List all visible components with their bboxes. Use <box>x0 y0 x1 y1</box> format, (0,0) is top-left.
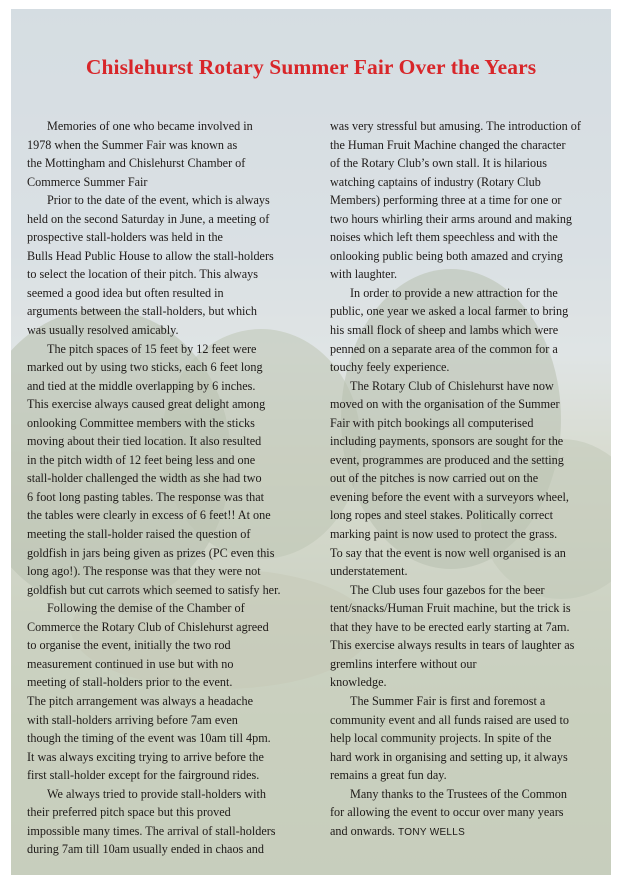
text-line: and onwards. <box>330 823 395 838</box>
text-line: event, programmes are produced and the setting <box>330 452 564 467</box>
text-line: Bulls Head Public House to allow the stall-holders <box>27 248 274 263</box>
text-line: meeting the stall-holder raised the question of <box>27 527 251 542</box>
paragraph <box>27 340 305 600</box>
text-line: arguments between the stall-holders, but which <box>27 304 257 319</box>
paragraph <box>27 599 305 692</box>
text-line: and tied at the middle overlapping by 6 inches. <box>27 378 256 393</box>
text-line: moved on with the organisation of the Summer <box>330 397 560 412</box>
text-line: Members) performing three at a time for one or <box>330 193 562 208</box>
article-page <box>11 9 611 875</box>
text-line: the Human Fruit Machine changed the character <box>330 137 566 152</box>
paragraph <box>27 692 305 785</box>
text-line: touchy feely experience. <box>330 360 450 375</box>
text-line: marking paint is now used to protect the grass. <box>330 527 558 542</box>
text-line: though the timing of the event was 10am till 4pm. <box>27 731 271 746</box>
paragraph <box>27 191 305 339</box>
text-line: with stall-holders arriving before 7am even <box>27 712 238 727</box>
text-line: marked out by using two sticks, each 6 feet long <box>27 360 263 375</box>
text-line: hard work in organising and setting up, it always <box>330 749 568 764</box>
text-line: The pitch spaces of 15 feet by 12 feet were <box>47 341 257 356</box>
text-line: for allowing the event to occur over many years <box>330 805 564 820</box>
text-line: understatement. <box>330 564 408 579</box>
paragraph <box>330 117 605 284</box>
text-line: was usually resolved amicably. <box>27 323 179 338</box>
text-line: This exercise always caused great delight among <box>27 397 266 412</box>
text-line: watching captains of industry (Rotary Club <box>330 174 541 189</box>
text-line: that they have to be erected early starting at 7am. <box>330 619 570 634</box>
text-line: two hours whirling their arms around and making <box>330 211 573 226</box>
text-line: first stall-holder except for the fairground rides. <box>27 768 260 783</box>
text-line: Commerce the Rotary Club of Chislehurst agreed <box>27 619 269 634</box>
text-line: The Club uses four gazebos for the beer <box>350 582 545 597</box>
text-line: Many thanks to the Trustees of the Common <box>350 786 567 801</box>
text-line: knowledge. <box>330 675 387 690</box>
text-line: tent/snacks/Human Fruit machine, but the trick is <box>330 601 571 616</box>
text-line: 6 foot long pasting tables. The response was that <box>27 489 265 504</box>
text-line: onlooking Committee members with the sticks <box>27 415 255 430</box>
text-line: moving about their tied location. It also resulted <box>27 434 262 449</box>
text-line: to organise the event, initially the two rod <box>27 638 231 653</box>
paragraph <box>330 785 605 843</box>
text-line: penned on a separate area of the common for a <box>330 341 558 356</box>
text-line: held on the second Saturday in June, a meeting of <box>27 211 270 226</box>
text-line: the tables were clearly in excess of 6 feet!! At one <box>27 508 271 523</box>
text-line: remains a great fun day. <box>330 768 447 783</box>
text-line: noises which left them speechless and with the <box>330 230 558 245</box>
text-line: We always tried to provide stall-holders with <box>47 786 267 801</box>
text-line: Following the demise of the Chamber of <box>47 601 245 616</box>
paragraph <box>27 785 305 859</box>
text-line: the Mottingham and Chislehurst Chamber of <box>27 156 246 171</box>
text-line: public, one year we asked a local farmer to bring <box>330 304 569 319</box>
text-line: Fair with pitch bookings all computerised <box>330 415 534 430</box>
text-line: The pitch arrangement was always a headache <box>27 693 254 708</box>
text-line: 1978 when the Summer Fair was known as <box>27 137 238 152</box>
article-title: Chislehurst Rotary Summer Fair Over the Years <box>85 55 537 79</box>
text-line: long ropes and steel stakes. Politically correct <box>330 508 554 523</box>
author-signature: TONY WELLS <box>398 826 466 838</box>
text-line: gremlins interfere without our <box>330 656 477 671</box>
text-line: In order to provide a new attraction for the <box>350 285 558 300</box>
text-line: out of the pitches is now carried out on the <box>330 471 539 486</box>
paragraph <box>330 377 605 581</box>
text-line: was very stressful but amusing. The introduction of <box>330 119 581 133</box>
right-column <box>330 117 605 842</box>
text-line: onlooking public being both amazed and crying <box>330 248 563 263</box>
text-line: The Rotary Club of Chislehurst have now <box>350 378 554 393</box>
text-line: to select the location of their pitch. This always <box>27 267 258 282</box>
text-line: in the pitch width of 12 feet being less and one <box>27 452 256 467</box>
text-line: meeting of stall-holders prior to the event. <box>27 675 233 690</box>
paragraph <box>330 692 605 785</box>
paragraph <box>330 581 605 692</box>
text-line: To say that the event is now well organised is an <box>330 545 566 560</box>
text-line: This exercise always results in tears of laughter as <box>330 638 575 653</box>
text-line: Memories of one who became involved in <box>47 119 253 133</box>
text-line: community event and all funds raised are used to <box>330 712 569 727</box>
paragraph <box>27 117 305 191</box>
text-line: The Summer Fair is first and foremost a <box>350 693 546 708</box>
text-line: long ago!). The response was that they were not <box>27 564 261 579</box>
text-line: stall-holder challenged the width as she had two <box>27 471 262 486</box>
text-line: of the Rotary Club’s own stall. It is hilarious <box>330 156 547 171</box>
paragraph <box>330 284 605 377</box>
text-line: impossible many times. The arrival of stall-holders <box>27 823 276 838</box>
text-line: including payments, sponsors are sought for the <box>330 434 564 449</box>
text-line: Prior to the date of the event, which is always <box>47 193 270 208</box>
text-line: It was always exciting trying to arrive before the <box>27 749 264 764</box>
text-line: measurement continued in use but with no <box>27 656 234 671</box>
text-line: evening before the event with a surveyors wheel, <box>330 489 569 504</box>
text-line: their preferred pitch space but this proved <box>27 805 231 820</box>
text-line: with laughter. <box>330 267 398 282</box>
text-line: help local community projects. In spite of the <box>330 731 552 746</box>
text-line: goldfish but cut carrots which seemed to satisfy her. <box>27 582 281 597</box>
text-line: Commerce Summer Fair <box>27 174 148 189</box>
text-line: during 7am till 10am usually ended in chaos and <box>27 842 264 857</box>
left-column <box>27 117 305 859</box>
text-line: goldfish in jars being given as prizes (PC even this <box>27 545 275 560</box>
text-line: seemed a good idea but often resulted in <box>27 285 224 300</box>
text-line: prospective stall-holders was held in the <box>27 230 223 245</box>
text-line: his small flock of sheep and lambs which were <box>330 323 559 338</box>
